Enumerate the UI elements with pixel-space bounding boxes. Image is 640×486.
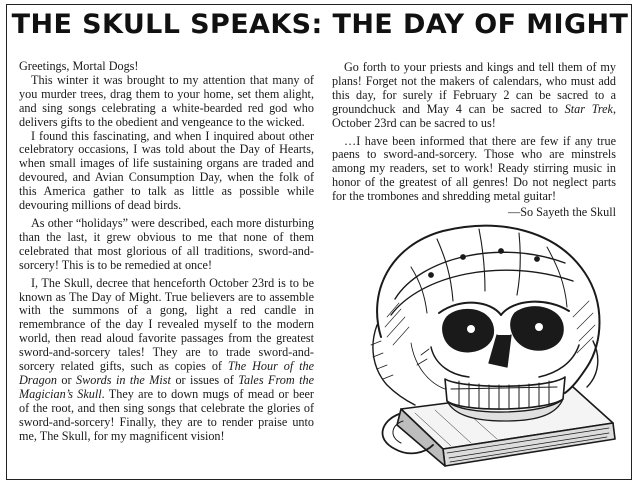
skull-on-book-illustration — [351, 217, 627, 475]
decree-text-c: or issues of — [175, 372, 234, 387]
decree-text-b: or — [61, 372, 72, 387]
article-page — [6, 4, 632, 480]
greeting: Greetings, Mortal Dogs! — [19, 59, 139, 73]
paragraph-calendars — [332, 61, 616, 131]
calendar-text-a: Go forth to your priests and kings and tell them of my plans! Forget not the makers of calendars, who must add this day, for surely if February 2 can be sacred to a groundchuck and May 4 can be sacred to — [332, 60, 616, 116]
paragraph-trees: This winter it was brought to my attention that many of you murder trees, drag them to your home, set them alight, and sing songs celebrating a white-bearded red god who delivers gifts to the obedient and vengeance to the wicked. — [19, 72, 314, 129]
paragraph-minstrels: …I have been informed that there are few if any true paens to sword-and-sorcery. Those who are minstrels among my readers, set to work! Ready stirring music in honor of the greatest of all genres! Do not neglect parts for the trombones and shredding metal guitar! — [332, 133, 616, 204]
left-column — [19, 60, 314, 443]
title-hour-of-dragon: The Hour of the Dragon — [19, 359, 315, 387]
decree-text-d: . They are to down mugs of mead or beer of the root, and then sing songs that celebrate the glories of sword-and-sorcery! Finally, they are to render praise unto me, The Skull, for my magnificent vision! — [19, 386, 314, 443]
page-title: THE SKULL SPEAKS: THE DAY OF MIGHT — [11, 9, 629, 40]
right-column — [332, 61, 616, 220]
calendar-text-b: , October 23rd can be sacred to us! — [332, 101, 616, 130]
paragraph-holidays: I found this fascinating, and when I inquired about other celebratory occasions, I was told about the Day of Hearts, when small images of life sustaining organs are traded and devoured, and Avian Consumption Day, when the folk of this America gather to talk as little as possible while devouring millions of dead birds. — [19, 128, 314, 213]
decree-text-a: I, The Skull, decree that henceforth October 23rd is to be known as The Day of Might. True believers are to assemble with the summons of a gong, light a red candle in remembrance of the day I revealed myself to the modern world, then read aloud favorite passages from the greatest sword-and-sorcery tales! They are to trade sword-and-sorcery related gifts, such as copies of — [19, 275, 314, 374]
signature: —So Sayeth the Skull — [508, 205, 616, 220]
title-star-trek: Star Trek — [564, 101, 613, 116]
title-magicians-skull: Tales From the Magician’s Skull — [19, 372, 315, 401]
title-swords-in-mist: Swords in the Mist — [76, 372, 171, 387]
paragraph-decree — [19, 277, 314, 444]
paragraph-remedy: As other “holidays” were described, each more disturbing than the last, it grew obvious to me that none of them celebrated that most glorious of all traditions, sword-and-sorcery! This is to be remedied at once! — [19, 215, 314, 272]
